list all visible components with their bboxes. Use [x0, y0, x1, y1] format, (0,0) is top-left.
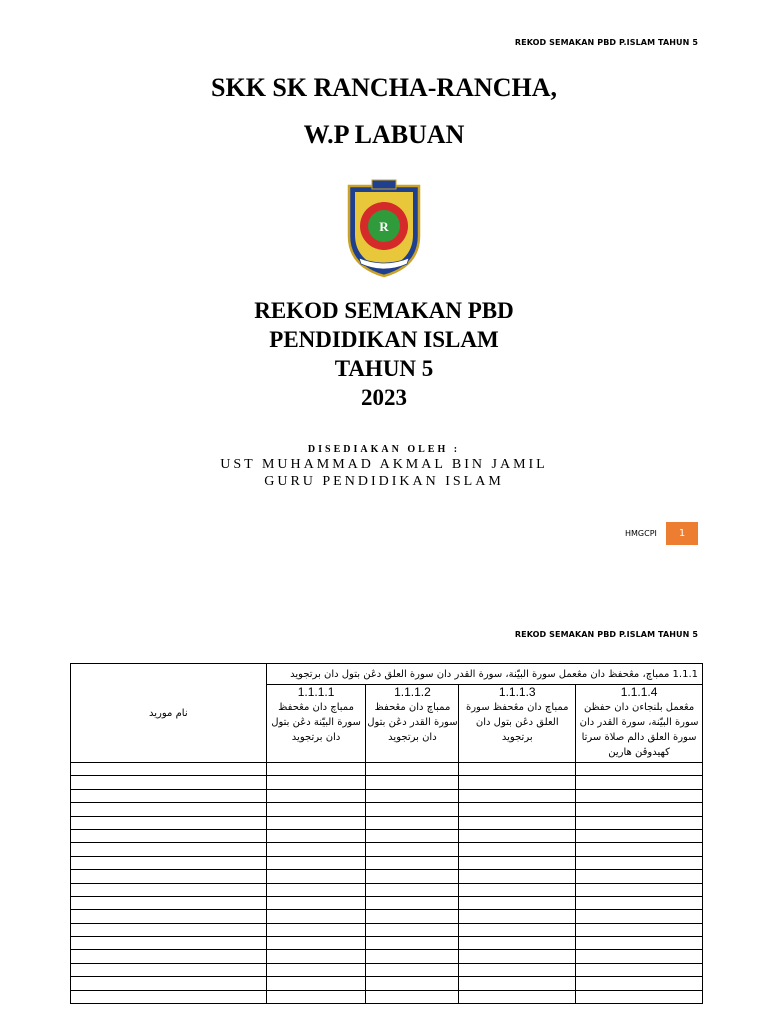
record-table [70, 663, 703, 1004]
table-row [71, 843, 703, 856]
score-cell[interactable] [576, 870, 703, 883]
table-row [71, 937, 703, 950]
score-cell[interactable] [459, 816, 576, 829]
student-name-cell[interactable] [71, 763, 267, 776]
score-cell[interactable] [266, 816, 366, 829]
student-name-cell[interactable] [71, 977, 267, 990]
score-cell[interactable] [576, 829, 703, 842]
student-name-cell[interactable] [71, 937, 267, 950]
score-cell[interactable] [366, 789, 459, 802]
score-cell[interactable] [576, 803, 703, 816]
school-crest-logo [345, 178, 423, 278]
score-cell[interactable] [576, 937, 703, 950]
student-name-cell[interactable] [71, 816, 267, 829]
student-name-cell[interactable] [71, 776, 267, 789]
doc-title-line2: PENDIDIKAN ISLAM [269, 327, 499, 352]
table-row [71, 789, 703, 802]
score-cell[interactable] [459, 977, 576, 990]
score-cell[interactable] [459, 937, 576, 950]
student-name-cell[interactable] [71, 803, 267, 816]
score-cell[interactable] [266, 870, 366, 883]
table-row [71, 829, 703, 842]
running-header: REKOD SEMAKAN PBD P.ISLAM TAHUN 5 [514, 38, 698, 47]
score-cell[interactable] [576, 963, 703, 976]
student-name-cell[interactable] [71, 896, 267, 909]
score-cell[interactable] [266, 776, 366, 789]
table-row [71, 870, 703, 883]
student-name-cell[interactable] [71, 856, 267, 869]
doc-title-year: 2023 [361, 385, 407, 410]
score-cell[interactable] [266, 977, 366, 990]
score-cell[interactable] [459, 896, 576, 909]
score-cell[interactable] [459, 870, 576, 883]
score-cell[interactable] [576, 763, 703, 776]
table-row [71, 883, 703, 896]
score-cell[interactable] [459, 776, 576, 789]
subcol-desc: مڠعمل بلنجاءن دان حفظن سورة البيّنة، سورة القدر دان سورة العلق دالم صلاة سرتا کهيدوڤن هارين [579, 702, 699, 758]
table-row [71, 816, 703, 829]
table-row [71, 963, 703, 976]
table-row [71, 896, 703, 909]
score-cell[interactable] [366, 763, 459, 776]
table-row [71, 763, 703, 776]
score-cell[interactable] [576, 950, 703, 963]
table-row [71, 977, 703, 990]
subcol-1113 [459, 685, 576, 763]
score-cell[interactable] [576, 789, 703, 802]
subcol-code: 1.1.1.1 [297, 685, 335, 699]
student-name-cell[interactable] [71, 923, 267, 936]
score-cell[interactable] [366, 816, 459, 829]
score-cell[interactable] [459, 910, 576, 923]
student-name-cell[interactable] [71, 950, 267, 963]
score-cell[interactable] [459, 883, 576, 896]
student-name-cell[interactable] [71, 843, 267, 856]
score-cell[interactable] [366, 870, 459, 883]
score-cell[interactable] [366, 803, 459, 816]
score-cell[interactable] [266, 950, 366, 963]
subcol-desc: ممباچ دان مڠحفظ سورة البيّنة دڠن بتول دان برتجويد [271, 702, 361, 743]
score-cell[interactable] [576, 910, 703, 923]
score-cell[interactable] [366, 829, 459, 842]
subcol-code: 1.1.1.2 [394, 685, 431, 699]
subcol-1111 [266, 685, 366, 763]
score-cell[interactable] [266, 896, 366, 909]
score-cell[interactable] [366, 896, 459, 909]
table-row [71, 923, 703, 936]
score-cell[interactable] [459, 990, 576, 1003]
score-cell[interactable] [576, 843, 703, 856]
score-cell[interactable] [366, 990, 459, 1003]
footer-label: HMGCPI [625, 529, 657, 538]
table-row [71, 910, 703, 923]
score-cell[interactable] [576, 856, 703, 869]
score-cell[interactable] [266, 923, 366, 936]
page-number-badge: 1 [666, 522, 698, 545]
school-location: W.P LABUAN [303, 120, 465, 149]
score-cell[interactable] [266, 803, 366, 816]
score-cell[interactable] [266, 763, 366, 776]
score-cell[interactable] [366, 977, 459, 990]
score-cell[interactable] [366, 937, 459, 950]
subcol-desc: ممباچ دان مڠحفظ سورة القدر دڠن بتول دان برتجويد [367, 702, 458, 743]
score-cell[interactable] [366, 883, 459, 896]
score-cell[interactable] [576, 816, 703, 829]
table-row [71, 856, 703, 869]
student-name-cell[interactable] [71, 789, 267, 802]
subcol-code: 1.1.1.3 [498, 685, 536, 699]
student-name-cell[interactable] [71, 990, 267, 1003]
score-cell[interactable] [459, 963, 576, 976]
score-cell[interactable] [266, 843, 366, 856]
student-name-cell[interactable] [71, 870, 267, 883]
score-cell[interactable] [266, 883, 366, 896]
score-cell[interactable] [459, 856, 576, 869]
score-cell[interactable] [366, 910, 459, 923]
score-cell[interactable] [366, 963, 459, 976]
score-cell[interactable] [366, 923, 459, 936]
score-cell[interactable] [266, 829, 366, 842]
score-cell[interactable] [459, 789, 576, 802]
table-row [71, 803, 703, 816]
score-cell[interactable] [459, 829, 576, 842]
score-cell[interactable] [366, 856, 459, 869]
student-name-header: نام موريد [71, 664, 267, 763]
score-cell[interactable] [266, 856, 366, 869]
subcol-1114 [576, 685, 703, 763]
student-rows [71, 763, 703, 1004]
score-cell[interactable] [266, 963, 366, 976]
student-name-cell[interactable] [71, 883, 267, 896]
score-cell[interactable] [576, 990, 703, 1003]
score-cell[interactable] [576, 776, 703, 789]
score-cell[interactable] [366, 843, 459, 856]
score-cell[interactable] [266, 910, 366, 923]
subcol-code: 1.1.1.4 [620, 685, 658, 699]
score-cell[interactable] [459, 803, 576, 816]
prepared-by-label: DISEDIAKAN OLEH : [307, 444, 461, 455]
score-cell[interactable] [459, 843, 576, 856]
score-cell[interactable] [459, 950, 576, 963]
score-cell[interactable] [459, 763, 576, 776]
student-name-cell[interactable] [71, 963, 267, 976]
school-name: SKK SK RANCHA-RANCHA, [211, 73, 557, 102]
score-cell[interactable] [366, 776, 459, 789]
running-header-page2: REKOD SEMAKAN PBD P.ISLAM TAHUN 5 [514, 630, 698, 639]
score-cell[interactable] [266, 990, 366, 1003]
prepared-by-role: GURU PENDIDIKAN ISLAM [264, 474, 504, 489]
table-row [71, 950, 703, 963]
student-name-cell[interactable] [71, 829, 267, 842]
score-cell[interactable] [266, 937, 366, 950]
svg-text:R: R [379, 219, 389, 234]
doc-title-line1: REKOD SEMAKAN PBD [254, 298, 514, 323]
score-cell[interactable] [459, 923, 576, 936]
table-row [71, 776, 703, 789]
score-cell[interactable] [576, 977, 703, 990]
score-cell[interactable] [576, 883, 703, 896]
subcol-1112 [366, 685, 459, 763]
score-cell[interactable] [366, 950, 459, 963]
subcol-desc: ممباچ دان مڠحفظ سورة العلق دڠن بتول دان برتجويد [465, 702, 569, 743]
table-row [71, 990, 703, 1003]
prepared-by-name: UST MUHAMMAD AKMAL BIN JAMIL [220, 457, 548, 472]
score-cell[interactable] [576, 923, 703, 936]
score-cell[interactable] [266, 789, 366, 802]
doc-title-line3: TAHUN 5 [334, 356, 434, 381]
student-name-cell[interactable] [71, 910, 267, 923]
standard-heading: 1.1.1 ممباچ، مڠحفظ دان مڠعمل سورة البيّنة، سورة القدر دان سورة العلق دڠن بتول دان برتجويد [266, 664, 702, 685]
score-cell[interactable] [576, 896, 703, 909]
